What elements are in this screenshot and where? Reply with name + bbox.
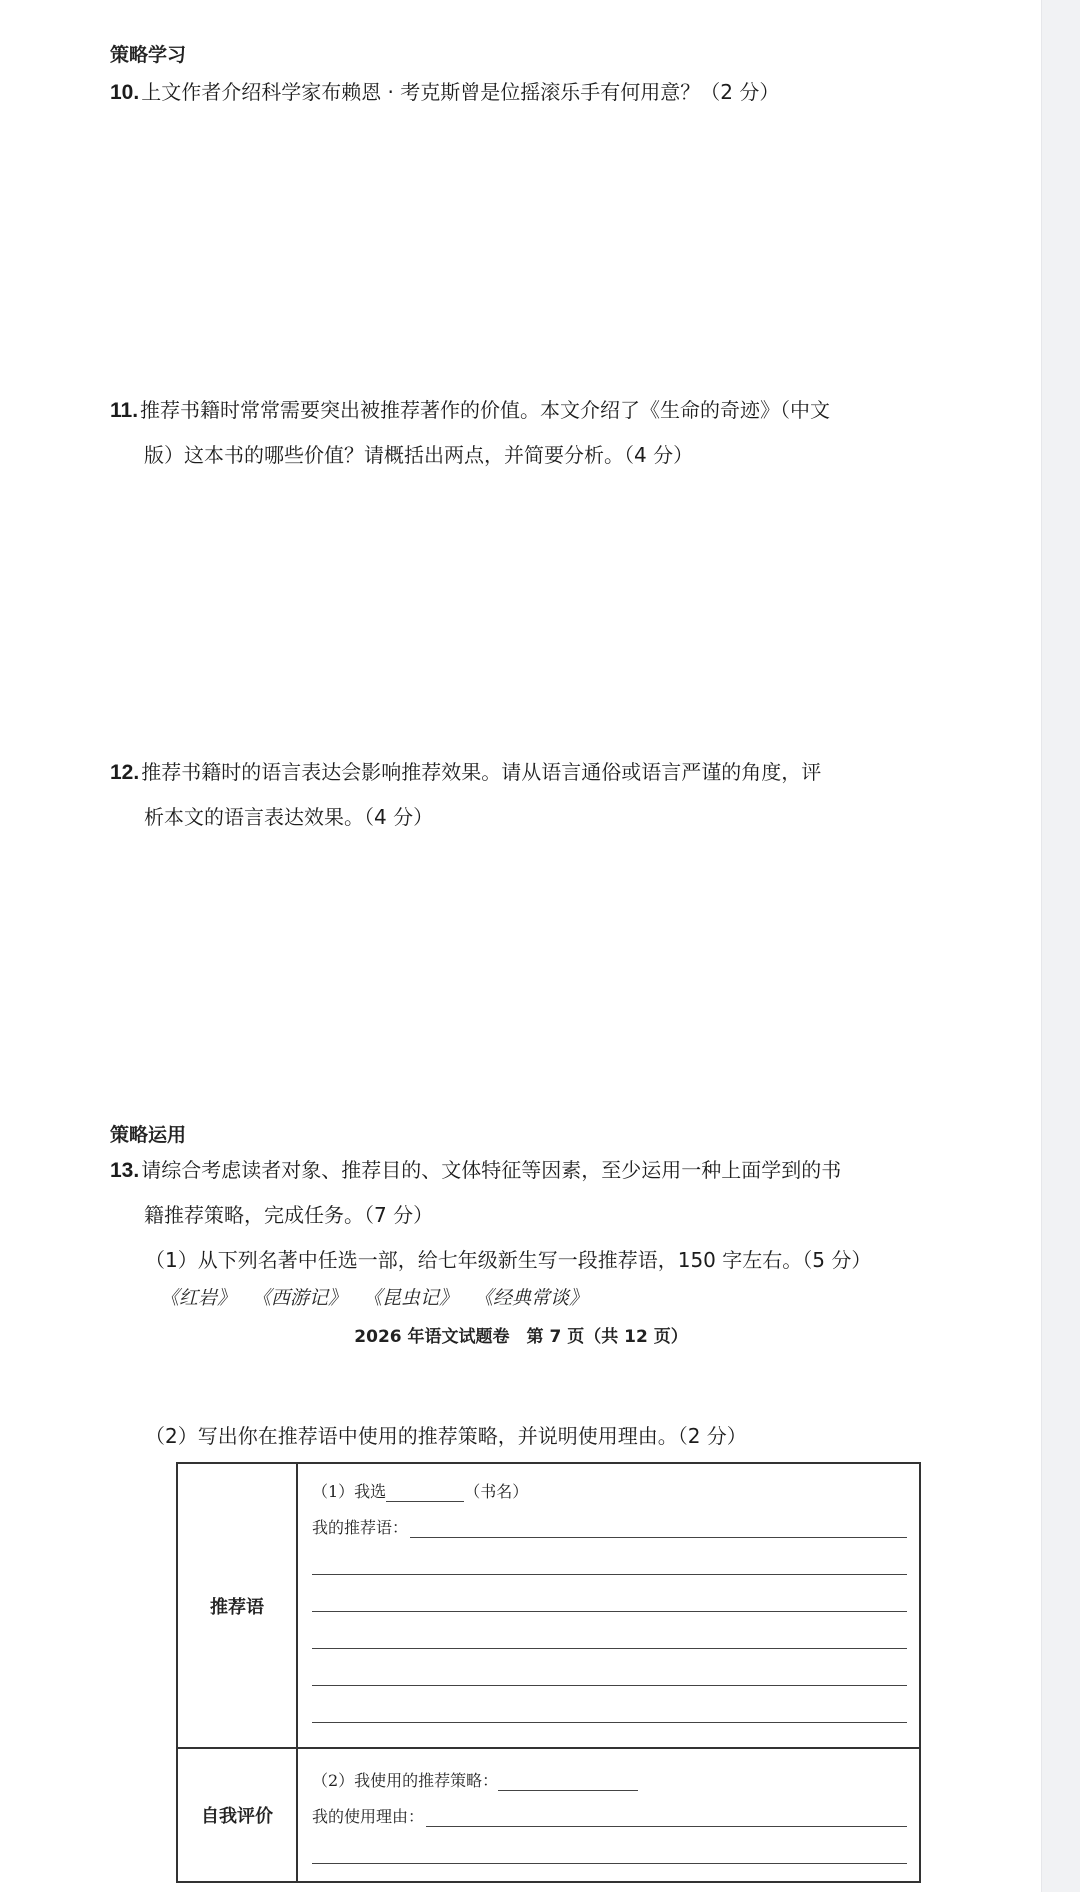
reason-row — [298, 1791, 919, 1827]
recommendation-cell — [297, 1463, 920, 1748]
question-11 — [110, 388, 960, 477]
question-text-line2: 析本文的语言表达效果。（4 分） — [144, 805, 434, 829]
reason-label: 我的使用理由： — [312, 1807, 425, 1826]
strategy-blank[interactable] — [498, 1770, 638, 1791]
row-label-recommendation: 推荐语 — [177, 1463, 297, 1748]
choose-suffix: （书名） — [464, 1482, 529, 1501]
table-row-self-evaluation — [177, 1748, 920, 1882]
question-10 — [110, 70, 960, 115]
question-text-line1: 推荐书籍时的语言表达会影响推荐效果。请从语言通俗或语言严谨的角度，评 — [141, 760, 822, 784]
question-text: 上文作者介绍科学家布赖恩 · 考克斯曾是位摇滚乐手有何用意？（2 分） — [141, 80, 780, 104]
answer-line[interactable] — [312, 1827, 907, 1864]
choose-prefix: （1）我选 — [312, 1482, 387, 1501]
question-13-part1: （1）从下列名著中任选一部，给七年级新生写一段推荐语，150 字左右。（5 分） — [145, 1248, 872, 1272]
strategy-label: （2）我使用的推荐策略： — [312, 1771, 499, 1790]
answer-line[interactable] — [312, 1612, 907, 1649]
question-text-line1: 推荐书籍时常常需要突出被推荐著作的价值。本文介绍了《生命的奇迹》（中文 — [140, 398, 831, 422]
answer-line[interactable] — [410, 1517, 907, 1538]
table-row-recommendation — [177, 1463, 920, 1748]
question-number: 10. — [110, 81, 140, 104]
choose-book-row — [298, 1466, 919, 1502]
question-text-line1: 请综合考虑读者对象、推荐目的、文体特征等因素，至少运用一种上面学到的书 — [141, 1158, 842, 1182]
answer-line[interactable] — [312, 1649, 907, 1686]
question-number: 11. — [110, 399, 139, 422]
question-12 — [110, 750, 960, 839]
self-evaluation-cell — [297, 1748, 920, 1882]
book-name-blank[interactable] — [386, 1481, 464, 1502]
right-margin-shade — [1041, 0, 1080, 1892]
answer-table — [176, 1462, 921, 1883]
section-heading-learning: 策略学习 — [110, 44, 187, 66]
section-heading-application: 策略运用 — [110, 1124, 187, 1146]
row-label-self-evaluation: 自我评价 — [177, 1748, 297, 1882]
question-number: 12. — [110, 761, 140, 784]
recommend-label: 我的推荐语： — [312, 1518, 409, 1537]
recommend-first-line — [298, 1502, 919, 1538]
book-title: 《经典常谈》 — [474, 1287, 589, 1309]
answer-line[interactable] — [426, 1806, 907, 1827]
answer-line[interactable] — [312, 1686, 907, 1723]
book-list — [160, 1283, 588, 1310]
question-13 — [110, 1148, 960, 1237]
answer-line[interactable] — [312, 1575, 907, 1612]
question-text-line2: 版）这本书的哪些价值？请概括出两点，并简要分析。（4 分） — [144, 443, 694, 467]
question-13-part2: （2）写出你在推荐语中使用的推荐策略，并说明使用理由。（2 分） — [145, 1424, 747, 1448]
book-title: 《红岩》 — [160, 1287, 237, 1309]
page-footer: 2026 年语文试题卷 第 7 页（共 12 页） — [354, 1327, 688, 1347]
question-text-line2: 籍推荐策略，完成任务。（7 分） — [144, 1203, 434, 1227]
book-title: 《昆虫记》 — [363, 1287, 459, 1309]
question-number: 13. — [110, 1159, 140, 1182]
answer-line[interactable] — [312, 1538, 907, 1575]
book-title: 《西游记》 — [252, 1287, 348, 1309]
strategy-row — [298, 1755, 919, 1791]
